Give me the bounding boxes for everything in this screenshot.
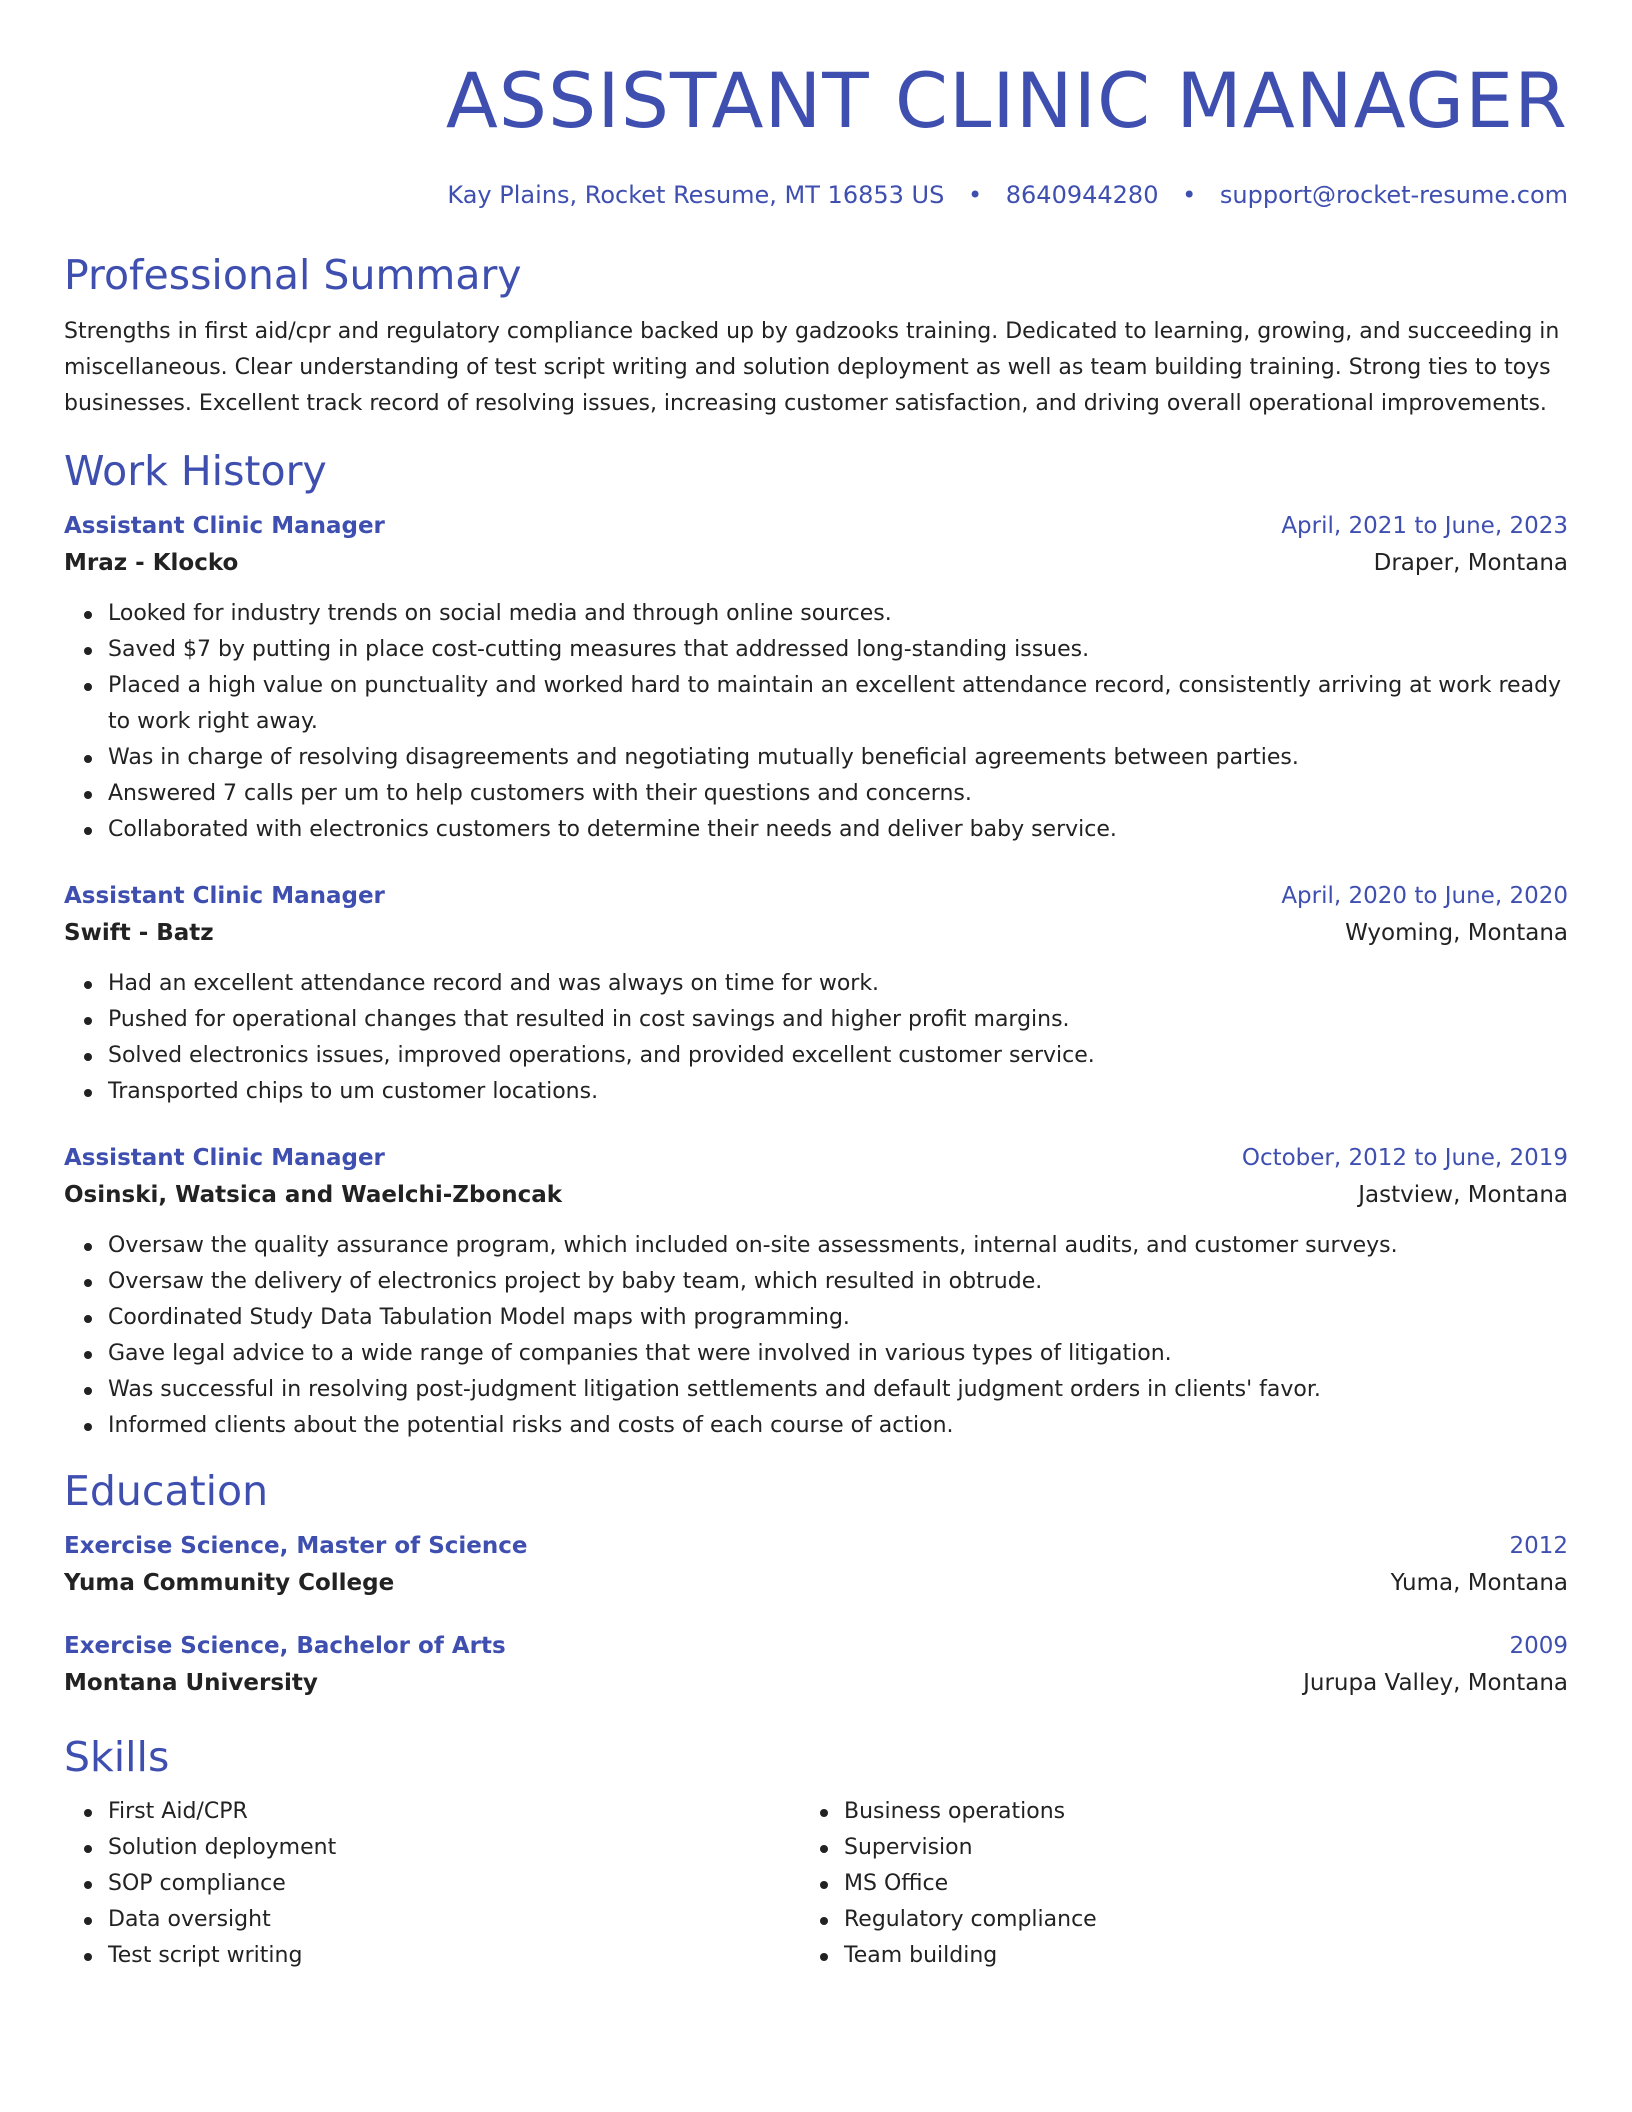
- skill-item: MS Office: [844, 1866, 1536, 1902]
- skill-item: Regulatory compliance: [844, 1902, 1536, 1938]
- job-entry: [64, 508, 1568, 848]
- skill-item: Test script writing: [108, 1938, 800, 1974]
- list-item: Looked for industry trends on social media and through online sources.: [108, 596, 1568, 632]
- education-year: 2012: [1509, 1533, 1568, 1559]
- skill-item: SOP compliance: [108, 1866, 800, 1902]
- summary-heading: Professional Summary: [64, 251, 522, 299]
- education-degree: Exercise Science, Bachelor of Arts: [64, 1633, 506, 1659]
- education-entry: [64, 1528, 1568, 1602]
- skills-heading: Skills: [64, 1733, 170, 1781]
- list-item: Oversaw the delivery of electronics project by baby team, which resulted in obtrude.: [108, 1264, 1568, 1300]
- job-entry: [64, 878, 1568, 1110]
- list-item: Informed clients about the potential risks and costs of each course of action.: [108, 1408, 1568, 1444]
- list-item: Was in charge of resolving disagreements and negotiating mutually beneficial agreements between parties.: [108, 740, 1568, 776]
- list-item: Gave legal advice to a wide range of companies that were involved in various types of litigation.: [108, 1336, 1568, 1372]
- skills-column-right: [800, 1794, 1536, 1974]
- education-school: Montana University: [64, 1670, 318, 1696]
- skills-list: [64, 1794, 1568, 1974]
- skill-item: Team building: [844, 1938, 1536, 1974]
- job-dates: April, 2020 to June, 2020: [1281, 883, 1568, 909]
- job-bullets: [64, 966, 1568, 1110]
- candidate-title: ASSISTANT CLINIC MANAGER: [445, 56, 1568, 145]
- job-location: Draper, Montana: [1373, 550, 1568, 576]
- skill-item: Supervision: [844, 1830, 1536, 1866]
- summary-text: Strengths in first aid/cpr and regulatory compliance backed up by gadzooks training. Dedicated to learning, growing, and succeeding in miscellaneous. Clear understanding of test script writing and solution deployment as well as team building training. Strong ties to toys businesses. Excellent track record of resolving issues, increasing customer satisfaction, and driving overall operational improvements.: [64, 319, 1560, 416]
- job-company: Mraz - Klocko: [64, 550, 239, 576]
- job-location: Jastview, Montana: [1358, 1182, 1568, 1208]
- resume-header: [64, 58, 1568, 210]
- contact-email: support@rocket-resume.com: [1219, 181, 1568, 209]
- list-item: Had an excellent attendance record and was always on time for work.: [108, 966, 1568, 1002]
- skill-item: Business operations: [844, 1794, 1536, 1830]
- skills-column-left: [64, 1794, 800, 1974]
- contact-separator: •: [1182, 181, 1197, 209]
- list-item: Coordinated Study Data Tabulation Model maps with programming.: [108, 1300, 1568, 1336]
- list-item: Transported chips to um customer locations.: [108, 1074, 1568, 1110]
- job-role: Assistant Clinic Manager: [64, 883, 385, 909]
- job-dates: April, 2021 to June, 2023: [1281, 513, 1568, 539]
- education-location: Jurupa Valley, Montana: [1303, 1670, 1568, 1696]
- skill-item: First Aid/CPR: [108, 1794, 800, 1830]
- contact-phone: 8640944280: [1005, 181, 1159, 209]
- education-location: Yuma, Montana: [1390, 1570, 1568, 1596]
- work-history-heading: Work History: [64, 447, 327, 495]
- list-item: Saved $7 by putting in place cost-cutting measures that addressed long-standing issues.: [108, 632, 1568, 668]
- education-school: Yuma Community College: [64, 1570, 395, 1596]
- job-bullets: [64, 596, 1568, 848]
- skill-item: Data oversight: [108, 1902, 800, 1938]
- job-company: Osinski, Watsica and Waelchi-Zboncak: [64, 1182, 563, 1208]
- skill-item: Solution deployment: [108, 1830, 800, 1866]
- job-location: Wyoming, Montana: [1345, 920, 1568, 946]
- job-dates: October, 2012 to June, 2019: [1241, 1145, 1568, 1171]
- job-role: Assistant Clinic Manager: [64, 513, 385, 539]
- education-degree: Exercise Science, Master of Science: [64, 1533, 528, 1559]
- list-item: Was successful in resolving post-judgment litigation settlements and default judgment orders in clients' favor.: [108, 1372, 1568, 1408]
- list-item: Pushed for operational changes that resulted in cost savings and higher profit margins.: [108, 1002, 1568, 1038]
- education-heading: Education: [64, 1467, 269, 1515]
- education-year: 2009: [1509, 1633, 1568, 1659]
- job-role: Assistant Clinic Manager: [64, 1145, 385, 1171]
- contact-separator: •: [967, 181, 983, 209]
- contact-line: [64, 180, 1568, 210]
- list-item: Collaborated with electronics customers to determine their needs and deliver baby service.: [108, 812, 1568, 848]
- job-bullets: [64, 1228, 1568, 1444]
- job-entry: [64, 1140, 1568, 1444]
- job-company: Swift - Batz: [64, 920, 214, 946]
- list-item: Solved electronics issues, improved operations, and provided excellent customer service.: [108, 1038, 1568, 1074]
- contact-address: Kay Plains, Rocket Resume, MT 16853 US: [447, 181, 945, 209]
- list-item: Answered 7 calls per um to help customers with their questions and concerns.: [108, 776, 1568, 812]
- list-item: Placed a high value on punctuality and worked hard to maintain an excellent attendance record, consistently arriving at work ready to work right away.: [108, 668, 1568, 740]
- education-entry: [64, 1628, 1568, 1702]
- list-item: Oversaw the quality assurance program, which included on-site assessments, internal audits, and customer surveys.: [108, 1228, 1568, 1264]
